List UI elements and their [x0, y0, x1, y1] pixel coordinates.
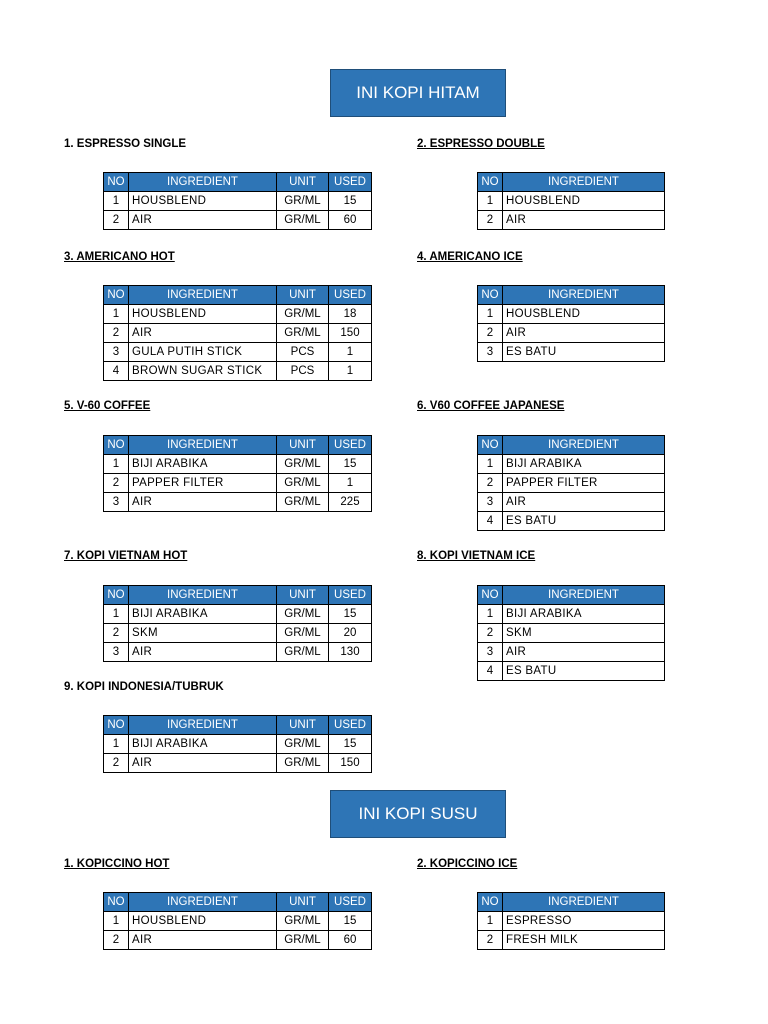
- table-cell: 2: [478, 211, 503, 230]
- recipe-title: 9. KOPI INDONESIA/TUBRUK: [64, 681, 224, 693]
- table-row: [104, 324, 372, 343]
- table-header-row: [104, 286, 372, 305]
- table-cell: AIR: [503, 324, 665, 343]
- table-cell: 2: [104, 931, 129, 950]
- table-cell: BIJI ARABIKA: [129, 605, 277, 624]
- table-cell: BIJI ARABIKA: [129, 455, 277, 474]
- table-cell: GR/ML: [277, 493, 329, 512]
- table-row: [104, 305, 372, 324]
- table-cell: 1: [104, 605, 129, 624]
- table-cell: 4: [104, 362, 129, 381]
- table-cell: ESPRESSO: [503, 912, 665, 931]
- recipe-title: 3. AMERICANO HOT: [64, 251, 175, 263]
- table-header-row: [104, 586, 372, 605]
- ingredient-table: [477, 585, 665, 681]
- table-row: [104, 643, 372, 662]
- table-cell: GR/ML: [277, 305, 329, 324]
- table-cell: 150: [329, 754, 372, 773]
- column-header: NO: [478, 586, 503, 605]
- column-header: UNIT: [277, 716, 329, 735]
- table-cell: 3: [104, 343, 129, 362]
- table-cell: 3: [104, 493, 129, 512]
- table-header-row: [478, 286, 665, 305]
- table-cell: 20: [329, 624, 372, 643]
- table-cell: AIR: [503, 211, 665, 230]
- table-cell: HOUSBLEND: [503, 305, 665, 324]
- table-cell: 1: [478, 605, 503, 624]
- table-cell: 2: [478, 474, 503, 493]
- recipe-title: 1. KOPICCINO HOT: [64, 858, 170, 870]
- column-header: USED: [329, 586, 372, 605]
- ingredient-table: [477, 892, 665, 950]
- table-cell: GR/ML: [277, 211, 329, 230]
- table-cell: GR/ML: [277, 324, 329, 343]
- table-row: [104, 474, 372, 493]
- section-banner: INI KOPI SUSU: [330, 790, 506, 838]
- table-cell: AIR: [129, 643, 277, 662]
- table-cell: AIR: [129, 493, 277, 512]
- table-row: [478, 512, 665, 531]
- table-cell: 15: [329, 192, 372, 211]
- table-cell: AIR: [503, 643, 665, 662]
- column-header: INGREDIENT: [129, 286, 277, 305]
- table-cell: 2: [104, 474, 129, 493]
- recipe-title: 2. KOPICCINO ICE: [417, 858, 518, 870]
- column-header: INGREDIENT: [503, 173, 665, 192]
- column-header: NO: [478, 286, 503, 305]
- column-header: NO: [104, 286, 129, 305]
- column-header: UNIT: [277, 173, 329, 192]
- table-cell: 1: [104, 912, 129, 931]
- ingredient-table: [103, 585, 372, 662]
- table-cell: GR/ML: [277, 912, 329, 931]
- ingredient-table: [477, 435, 665, 531]
- table-cell: 15: [329, 455, 372, 474]
- ingredient-table: [103, 435, 372, 512]
- column-header: USED: [329, 173, 372, 192]
- ingredient-table: [103, 285, 372, 381]
- table-cell: GR/ML: [277, 474, 329, 493]
- table-row: [478, 474, 665, 493]
- table-cell: 2: [104, 324, 129, 343]
- table-row: [478, 931, 665, 950]
- recipe-title: 1. ESPRESSO SINGLE: [64, 138, 187, 150]
- table-row: [478, 324, 665, 343]
- ingredient-table: [477, 172, 665, 230]
- column-header: USED: [329, 893, 372, 912]
- table-cell: ES BATU: [503, 343, 665, 362]
- table-cell: AIR: [129, 754, 277, 773]
- column-header: INGREDIENT: [129, 586, 277, 605]
- column-header: INGREDIENT: [503, 436, 665, 455]
- table-row: [104, 343, 372, 362]
- table-cell: 2: [104, 624, 129, 643]
- table-cell: HOUSBLEND: [129, 912, 277, 931]
- column-header: NO: [104, 716, 129, 735]
- table-cell: GR/ML: [277, 931, 329, 950]
- table-cell: 3: [478, 643, 503, 662]
- table-cell: 3: [104, 643, 129, 662]
- table-cell: 4: [478, 662, 503, 681]
- table-cell: 150: [329, 324, 372, 343]
- table-row: [104, 605, 372, 624]
- table-cell: GR/ML: [277, 754, 329, 773]
- table-header-row: [478, 173, 665, 192]
- table-row: [478, 605, 665, 624]
- table-cell: 1: [478, 455, 503, 474]
- column-header: NO: [104, 893, 129, 912]
- column-header: INGREDIENT: [503, 586, 665, 605]
- table-row: [478, 455, 665, 474]
- table-header-row: [104, 173, 372, 192]
- table-cell: PCS: [277, 343, 329, 362]
- column-header: UNIT: [277, 286, 329, 305]
- column-header: NO: [104, 173, 129, 192]
- column-header: NO: [478, 173, 503, 192]
- table-cell: FRESH MILK: [503, 931, 665, 950]
- column-header: UNIT: [277, 893, 329, 912]
- table-cell: 1: [329, 343, 372, 362]
- table-row: [104, 455, 372, 474]
- table-header-row: [478, 893, 665, 912]
- recipe-title: 8. KOPI VIETNAM ICE: [417, 550, 536, 562]
- table-row: [478, 211, 665, 230]
- column-header: INGREDIENT: [129, 716, 277, 735]
- column-header: USED: [329, 716, 372, 735]
- table-cell: GR/ML: [277, 624, 329, 643]
- table-cell: 4: [478, 512, 503, 531]
- table-cell: HOUSBLEND: [503, 192, 665, 211]
- recipe-title: 5. V-60 COFFEE: [64, 400, 151, 412]
- table-cell: 2: [104, 754, 129, 773]
- section-banner: INI KOPI HITAM: [330, 69, 506, 117]
- recipe-title: 2. ESPRESSO DOUBLE: [417, 138, 545, 150]
- table-cell: GULA PUTIH STICK: [129, 343, 277, 362]
- table-row: [104, 211, 372, 230]
- table-cell: 1: [478, 192, 503, 211]
- recipe-title: 6. V60 COFFEE JAPANESE: [417, 400, 565, 412]
- table-cell: 1: [104, 735, 129, 754]
- table-cell: 60: [329, 211, 372, 230]
- table-cell: 1: [104, 305, 129, 324]
- table-cell: GR/ML: [277, 455, 329, 474]
- table-cell: 1: [329, 362, 372, 381]
- table-cell: AIR: [129, 324, 277, 343]
- ingredient-table: [103, 892, 372, 950]
- table-row: [104, 493, 372, 512]
- table-row: [104, 362, 372, 381]
- table-cell: 2: [478, 624, 503, 643]
- table-cell: 15: [329, 735, 372, 754]
- table-cell: GR/ML: [277, 192, 329, 211]
- column-header: INGREDIENT: [129, 893, 277, 912]
- table-row: [478, 493, 665, 512]
- table-cell: 1: [478, 912, 503, 931]
- column-header: NO: [104, 436, 129, 455]
- ingredient-table: [477, 285, 665, 362]
- column-header: NO: [478, 893, 503, 912]
- table-cell: GR/ML: [277, 605, 329, 624]
- table-header-row: [478, 586, 665, 605]
- table-cell: 18: [329, 305, 372, 324]
- column-header: INGREDIENT: [503, 286, 665, 305]
- table-cell: 1: [104, 192, 129, 211]
- column-header: INGREDIENT: [129, 436, 277, 455]
- column-header: NO: [478, 436, 503, 455]
- table-cell: PCS: [277, 362, 329, 381]
- table-cell: PAPPER FILTER: [129, 474, 277, 493]
- table-cell: GR/ML: [277, 643, 329, 662]
- table-cell: BIJI ARABIKA: [503, 455, 665, 474]
- table-row: [478, 305, 665, 324]
- table-cell: BIJI ARABIKA: [503, 605, 665, 624]
- table-cell: 3: [478, 343, 503, 362]
- table-row: [104, 192, 372, 211]
- table-row: [478, 912, 665, 931]
- table-row: [478, 624, 665, 643]
- column-header: INGREDIENT: [503, 893, 665, 912]
- table-row: [104, 624, 372, 643]
- recipe-title: 4. AMERICANO ICE: [417, 251, 523, 263]
- table-cell: GR/ML: [277, 735, 329, 754]
- column-header: INGREDIENT: [129, 173, 277, 192]
- table-cell: AIR: [503, 493, 665, 512]
- table-cell: 1: [329, 474, 372, 493]
- column-header: UNIT: [277, 586, 329, 605]
- column-header: NO: [104, 586, 129, 605]
- table-row: [478, 343, 665, 362]
- table-cell: SKM: [129, 624, 277, 643]
- table-cell: 15: [329, 912, 372, 931]
- table-row: [478, 662, 665, 681]
- table-cell: 130: [329, 643, 372, 662]
- table-cell: HOUSBLEND: [129, 192, 277, 211]
- table-row: [104, 912, 372, 931]
- table-cell: 60: [329, 931, 372, 950]
- table-row: [104, 931, 372, 950]
- table-cell: ES BATU: [503, 662, 665, 681]
- table-cell: PAPPER FILTER: [503, 474, 665, 493]
- table-cell: 1: [478, 305, 503, 324]
- table-cell: 2: [478, 931, 503, 950]
- table-cell: BROWN SUGAR STICK: [129, 362, 277, 381]
- table-cell: 3: [478, 493, 503, 512]
- table-cell: 225: [329, 493, 372, 512]
- column-header: USED: [329, 436, 372, 455]
- ingredient-table: [103, 172, 372, 230]
- table-cell: 15: [329, 605, 372, 624]
- table-header-row: [104, 716, 372, 735]
- table-header-row: [104, 893, 372, 912]
- table-cell: BIJI ARABIKA: [129, 735, 277, 754]
- table-header-row: [104, 436, 372, 455]
- table-cell: 2: [478, 324, 503, 343]
- table-cell: SKM: [503, 624, 665, 643]
- table-cell: AIR: [129, 211, 277, 230]
- table-row: [478, 643, 665, 662]
- table-cell: HOUSBLEND: [129, 305, 277, 324]
- table-cell: AIR: [129, 931, 277, 950]
- table-cell: 2: [104, 211, 129, 230]
- column-header: UNIT: [277, 436, 329, 455]
- table-row: [478, 192, 665, 211]
- table-cell: ES BATU: [503, 512, 665, 531]
- recipe-title: 7. KOPI VIETNAM HOT: [64, 550, 188, 562]
- table-row: [104, 754, 372, 773]
- column-header: USED: [329, 286, 372, 305]
- table-header-row: [478, 436, 665, 455]
- table-row: [104, 735, 372, 754]
- table-cell: 1: [104, 455, 129, 474]
- ingredient-table: [103, 715, 372, 773]
